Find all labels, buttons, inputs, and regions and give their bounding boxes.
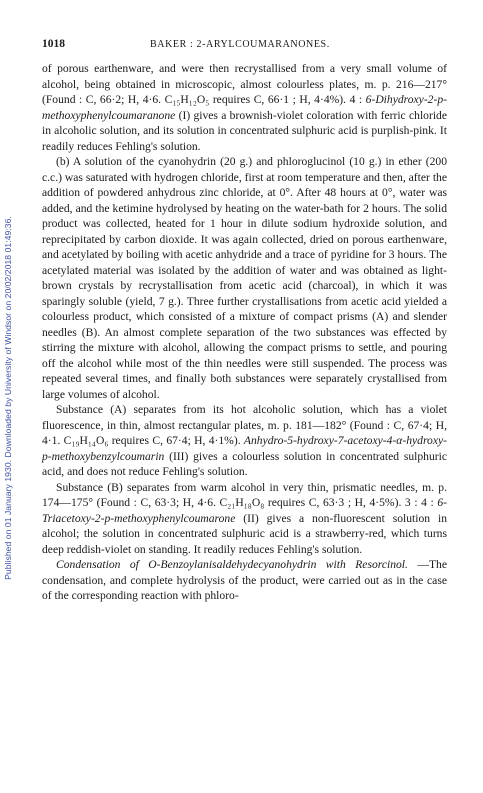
- paragraph: Substance (B) separates from warm alcohol in very thin, prismatic needles, m. p. 174—175° (Found : C, 63·3; H, 4·6. C₂₁H₁₈O₈ requires C, 63·3 ; H, 4·5%). 3 : 4 : 6-Triacetoxy-2-p-methoxyphenylcoumarone (II) gives a non-fluorescent solution in alcohol; the solution in concentrated sulphuric acid is a strawberry-red, which turns deep reddish-violet on standing. It readily reduces Fehling's solution.: [42, 480, 447, 556]
- download-notice: [1, 88, 15, 708]
- page-number: 1018: [42, 38, 65, 50]
- page-header: [42, 38, 447, 52]
- article-body: [42, 61, 447, 604]
- paragraph: of porous earthenware, and were then recrystallised from a very small volume of alcohol, being obtained in microscopic, almost colourless plates, m. p. 216—217° (Found : C, 66·2; H, 4·6. C₁₅H₁₂O₅ requires C, 66·1 ; H, 4·4%). 4 : 6-Dihydroxy-2-p-methoxyphenylcoumaranone (I) gives a brownish-violet coloration with ferric chloride in alcoholic solution, and its solution in concentrated sulphuric acid is purplish-pink. It readily reduces Fehling's solution.: [42, 62, 447, 153]
- paragraph: (b) A solution of the cyanohydrin (20 g.) and phloroglucinol (10 g.) in ether (200 c.c.) was saturated with hydrogen chloride, first at room temperature and then, after the addition of powdered anhydrous zinc chloride, at 0°. After 48 hours at 0°, water was added, and the ketimine hydrolysed by heating on the water-bath for 2 hours. The solid product was collected, heated for 1 hour in dilute sodium hydroxide solution, and reprecipitated by carbon dioxide. It was again collected, dried on porous earthenware, and acetylated by boiling with acetic anhydride and a trace of pyridine for 3 hours. The acetylated material was isolated by the addition of water and was obtained as light-brown crystals by recrystallisation from acetic acid (charcoal), in which it was sparingly soluble (yield, 7 g.). Three further crystallisations from acetic acid yielded a colourless product, which consisted of a mixture of compact prisms (A) and slender needles (B). An almost complete separation of the two substances was effected by stirring the mixture with alcohol, allowing the compact prisms to settle, and pouring off the alcohol while most of the thin needles were still suspended. The process was repeated several times, and finally both substances were separately crystallised from large volumes of alcohol.: [42, 155, 447, 401]
- paragraph: Condensation of O-Benzoylanisaldehydecyanohydrin with Resorcinol. —The condensation, and complete hydrolysis of the product, were carried out as in the case of the corresponding reaction with phloro-: [42, 558, 447, 602]
- paragraph: Substance (A) separates from its hot alcoholic solution, which has a violet fluorescence, in thin, almost rectangular plates, m. p. 181—182° (Found : C, 67·4; H, 4·1. C₁₉H₁₄O₆ requires C, 67·4; H, 4·1%). Anhydro-5-hydroxy-7-acetoxy-4-α-hydroxy-p-methoxybenzylcoumarin (III) gives a colourless solution in concentrated sulphuric acid, and does not reduce Fehling's solution.: [42, 403, 447, 478]
- running-title: BAKER : 2-ARYLCOUMARANONES.: [150, 39, 330, 50]
- download-notice-text: Published on 01 January 1930. Downloaded by University of Windsor on 20/02/2018 01:49:36.: [3, 216, 13, 580]
